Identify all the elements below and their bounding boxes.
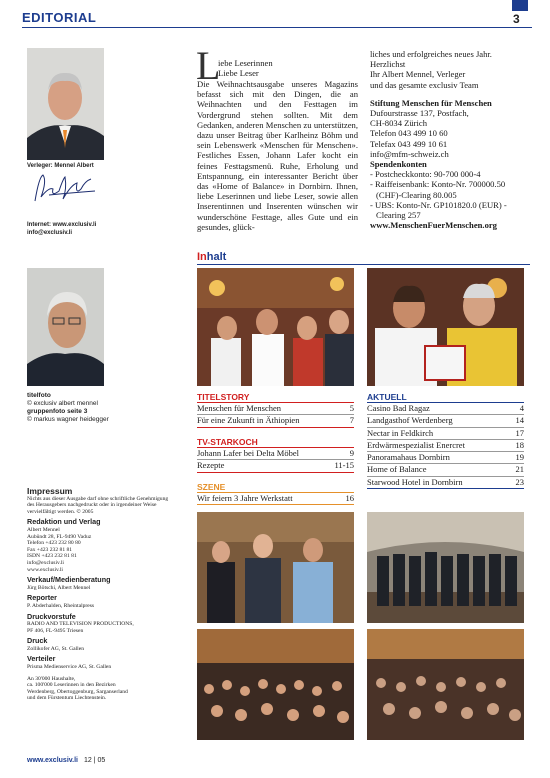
toc-entry-page: 21 xyxy=(515,464,524,475)
impressum-redaktion-line: ISDN +423 232 81 81 xyxy=(27,553,77,560)
toc-entry-page: 7 xyxy=(349,415,354,426)
impressum-verteiler-heading: Verteiler xyxy=(27,654,56,664)
impressum-redaktion-line: Aubündt 28, FL-9490 Vaduz xyxy=(27,533,92,540)
greeting-line-1: iebe Leserinnen xyxy=(218,58,273,68)
impressum-distribution-line: Werdenberg, Obertoggenburg, Sarganserland xyxy=(27,688,128,695)
donation-line: (CHF)-Clearing 80.005 xyxy=(376,189,457,200)
toc-entry[interactable] xyxy=(367,452,524,464)
toc-entry-title: Starwood Hotel in Dornbirn xyxy=(367,476,463,487)
page-number: 3 xyxy=(513,12,520,26)
footer-url[interactable]: www.exclusiv.li xyxy=(27,757,78,764)
corner-block xyxy=(512,0,528,11)
toc-entry-title: Panoramahaus Dornbirn xyxy=(367,452,450,463)
toc-list-szene xyxy=(197,493,354,505)
impressum-verkauf-heading: Verkauf/Medienberatung xyxy=(27,575,111,585)
toc-entry[interactable] xyxy=(197,448,354,460)
impressum-druckvorstufe-heading: Druckvorstufe xyxy=(27,611,76,621)
impressum-redaktion-line: Albert Mennel xyxy=(27,526,60,533)
toc-entry-title: Wir feiern 3 Jahre Werkstatt xyxy=(197,493,293,503)
publisher-portrait-photo xyxy=(27,48,104,160)
impressum-reporter-heading: Reporter xyxy=(27,593,57,603)
footer-issue: 12 | 05 xyxy=(84,757,106,764)
donation-line: - Raiffeisenbank: Konto-Nr. 700000.50 xyxy=(370,179,506,190)
toc-entry[interactable] xyxy=(367,403,524,415)
contents-rule xyxy=(197,264,530,265)
donation-line: Clearing 257 xyxy=(376,210,421,221)
editorial-column-2 xyxy=(370,49,530,230)
toc-entry[interactable] xyxy=(197,415,354,427)
toc-heading-aktuell: AKTUELL xyxy=(367,392,407,402)
foundation-line: Dufourstrasse 137, Postfach, xyxy=(370,108,469,119)
signature xyxy=(29,171,99,207)
impressum-druckvorstufe-line: PF 406, FL-9495 Triesen xyxy=(27,627,84,634)
foundation-line: Telefon 043 499 10 60 xyxy=(370,128,448,139)
impressum-redaktion-line: www.exclusiv.li xyxy=(27,566,63,573)
toc-entry-page: 17 xyxy=(515,427,524,438)
toc-list-titelstory xyxy=(197,403,354,428)
impressum-notice: Nichts aus dieser Ausgabe darf ohne schriftliche Genehmigung des Herausgebers nachgedruckt oder in irgendeiner Weise vervielfältigt werden. © 2005 xyxy=(27,495,169,515)
foundation-line: CH-8034 Zürich xyxy=(370,118,428,129)
group-photo xyxy=(197,268,354,386)
toc-entry-page: 23 xyxy=(515,476,524,487)
toc-entry-page: 14 xyxy=(515,415,524,426)
contents-heading-in: In xyxy=(197,251,207,263)
publisher-caption: Verleger: Mennel Albert xyxy=(27,163,94,169)
toc-heading-tv-starkoch: TV-STARKOCH xyxy=(197,437,258,447)
toc-entry-page: 5 xyxy=(349,403,354,413)
toc-heading-szene: SZENE xyxy=(197,482,226,492)
toc-entry-title: Nectar in Feldkirch xyxy=(367,427,434,438)
gruppenfoto-label: gruppenfoto seite 3 xyxy=(27,408,88,415)
toc-entry-page: 16 xyxy=(345,493,354,503)
foundation-website[interactable]: www.MenschenFuerMenschen.org xyxy=(370,220,497,231)
impressum xyxy=(27,487,177,702)
toc-entry-title: Casino Bad Ragaz xyxy=(367,403,430,413)
toc-entry-title: Für eine Zukunft in Äthiopien xyxy=(197,415,300,426)
toc-entry[interactable] xyxy=(367,428,524,440)
toc-entry-page: 9 xyxy=(349,448,354,458)
foundation-line: info@mfm-schweiz.ch xyxy=(370,148,449,159)
impressum-verkauf-text: Jürg Bötschi, Albert Mennel xyxy=(27,584,91,591)
impressum-redaktion-line: info@exclusiv.li xyxy=(27,559,64,566)
toc-entry[interactable] xyxy=(197,493,354,505)
publisher-email: info@exclusiv.li xyxy=(27,230,73,236)
toc-entry[interactable] xyxy=(367,440,524,452)
toc-entry[interactable] xyxy=(197,403,354,415)
editorial-body-continued: liches und erfolgreiches neues Jahr. xyxy=(370,49,492,59)
closing-line-2: Ihr Albert Mennel, Verleger xyxy=(370,69,466,80)
toc-entry-page: 4 xyxy=(519,403,524,413)
toc-entry[interactable] xyxy=(367,415,524,427)
toc-entry-title: Landgasthof Werdenberg xyxy=(367,415,453,426)
header-rule xyxy=(22,27,532,28)
toc-entry-title: Rezepte xyxy=(197,460,225,471)
toc-entry-title: Menschen für Menschen xyxy=(197,403,282,413)
event-photo-2 xyxy=(367,512,524,623)
photo-credits xyxy=(27,392,109,424)
toc-entry-title: Erdwärmespezialist Enercret xyxy=(367,439,465,450)
dropcap: L xyxy=(196,43,221,88)
toc-entry-page: 11-15 xyxy=(334,460,354,471)
section-title: EDITORIAL xyxy=(22,10,97,25)
cover-portrait-photo xyxy=(27,268,104,386)
impressum-druckvorstufe-line: RADIO AND TELEVISION PRODUCTIONS, xyxy=(27,621,134,628)
event-photo-4 xyxy=(367,629,524,740)
contents-heading-halt: halt xyxy=(206,251,227,263)
closing-line-1: Herzlichst xyxy=(370,59,406,70)
impressum-redaktion-line: Telefon +423 232 80 80 xyxy=(27,540,81,547)
impressum-druck-text: Zollikofer AG, St. Gallen xyxy=(27,645,85,652)
impressum-druck-heading: Druck xyxy=(27,636,48,646)
toc-entry-title: Johann Lafer bei Delta Möbel xyxy=(197,448,299,458)
toc-entry[interactable] xyxy=(197,460,354,472)
impressum-verteiler-text: Prisma Medienservice AG, St. Gallen xyxy=(27,664,112,671)
greeting-line-2: Liebe Leser xyxy=(218,68,259,78)
impressum-redaktion-line: Fax +423 232 81 81 xyxy=(27,546,73,553)
toc-entry-page: 18 xyxy=(515,439,524,450)
gruppenfoto-credit: © markus wagner heidegger xyxy=(27,416,109,423)
toc-list-tv-starkoch xyxy=(197,448,354,473)
titelfoto-label: titelfoto xyxy=(27,392,51,399)
toc-entry[interactable] xyxy=(367,464,524,476)
impressum-distribution-line: ca. 100'000 Leserinnen in den Bezirken xyxy=(27,682,116,689)
publisher-contact xyxy=(27,221,96,237)
toc-heading-titelstory: TITELSTORY xyxy=(197,392,250,402)
donations-title: Spendenkonten xyxy=(370,159,427,170)
contents-heading xyxy=(197,251,226,263)
donation-line: - Postcheckkonto: 90-700 000-4 xyxy=(370,169,481,180)
event-photo-3 xyxy=(197,629,354,740)
editorial-body: Die Weihnachtsausgabe unseres Magazins befasst sich mit den Dingen, die an Weihnachten und den Festtagen im Vordergrund stehen sollten. Mit dem Gedanken, anderen Menschen zu unterstützen, dazu unser Beitrag über Karlheinz Böhm und sein Lebenswerk «Menschen für Menschen». Festliches Essen, Johann Lafer kocht ein feines Festtagsmenü. Ruhe, Erholung und Entspannung, ein interessanter Bericht über das «Home of Balance» in Dornbirn. Ihnen, liebe Leserinnen und liebe Leser, sowie allen Inserentinnen und Inserenten wünschen wir wunderschöne Festtage, alles Gute und ein gesundes, glück- xyxy=(197,79,358,232)
toc-list-aktuell xyxy=(367,403,524,489)
donation-line: - UBS: Konto-Nr. GP101820.0 (EUR) - xyxy=(370,199,507,210)
toc-entry-page: 19 xyxy=(515,452,524,463)
publisher-internet: Internet: www.exclusiv.li xyxy=(27,222,97,228)
foundation-line: Telefax 043 499 10 61 xyxy=(370,138,448,149)
titelfoto-credit: © exclusiv albert mennel xyxy=(27,400,98,407)
chef-photo xyxy=(367,268,524,386)
toc-entry[interactable] xyxy=(367,477,524,489)
foundation-title: Stiftung Menschen für Menschen xyxy=(370,97,492,108)
impressum-redaktion-heading: Redaktion und Verlag xyxy=(27,517,101,527)
event-photo-1 xyxy=(197,512,354,623)
impressum-reporter-text: P. Abderhalden, Rheintalpress xyxy=(27,602,95,609)
impressum-heading: Impressum xyxy=(27,486,73,496)
impressum-distribution-line: An 30'000 Haushalte, xyxy=(27,675,76,682)
closing-line-3: und das gesamte exclusiv Team xyxy=(370,79,479,90)
toc-entry-title: Home of Balance xyxy=(367,464,427,475)
impressum-distribution-line: und dem Fürstentum Liechtenstein. xyxy=(27,695,107,702)
